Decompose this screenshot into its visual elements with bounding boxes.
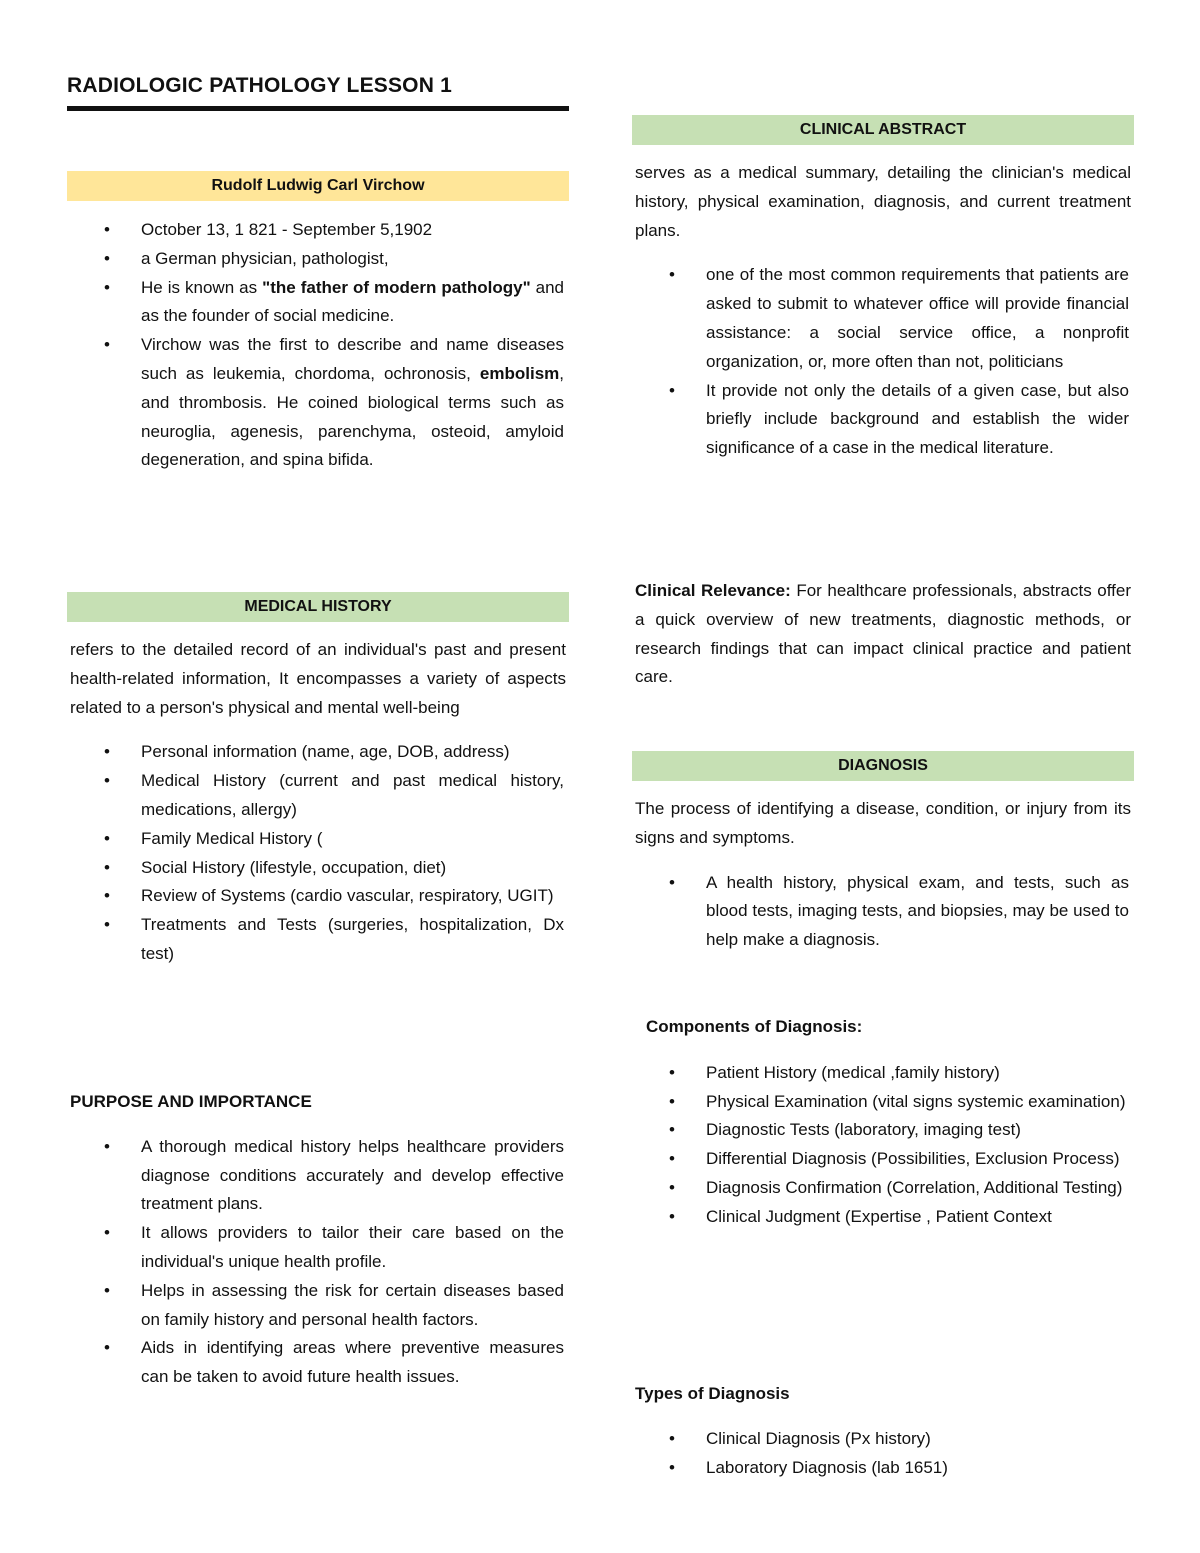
bullet-icon: • — [669, 1120, 675, 1140]
purpose-heading: PURPOSE AND IMPORTANCE — [70, 1092, 312, 1111]
medical-history-intro: refers to the detailed record of an individual's past and present health-related information, It encompasses a variety of aspects related to a person's physical and mental well-being — [70, 640, 566, 717]
bullet-icon: • — [104, 857, 110, 877]
virchow-list — [67, 216, 569, 475]
title-divider — [67, 106, 569, 111]
bullet-icon: • — [104, 1338, 110, 1358]
bullet-icon: • — [104, 248, 110, 268]
bullet-icon: • — [669, 872, 675, 892]
list-item: • Diagnostic Tests (laboratory, imaging test) — [632, 1116, 1134, 1145]
list-item: • Helps in assessing the risk for certain diseases based on family history and personal health factors. — [67, 1277, 569, 1335]
bullet-icon: • — [104, 828, 110, 848]
list-item: • Physical Examination (vital signs systemic examination) — [632, 1088, 1134, 1117]
bullet-icon: • — [669, 1428, 675, 1448]
list-item: • October 13, 1 821 - September 5,1902 — [67, 216, 569, 245]
bullet-icon: • — [669, 1149, 675, 1169]
bullet-icon: • — [104, 771, 110, 791]
list-item: • A thorough medical history helps healthcare providers diagnose conditions accurately and develop effective treatment plans. — [67, 1133, 569, 1219]
bullet-icon: • — [669, 1457, 675, 1477]
clinical-abstract-intro: serves as a medical summary, detailing the clinician's medical history, physical examination, diagnosis, and current treatment plans. — [635, 163, 1131, 240]
list-item: • Diagnosis Confirmation (Correlation, Additional Testing) — [632, 1174, 1134, 1203]
diagnosis-header: DIAGNOSIS — [632, 751, 1134, 781]
list-item: • a German physician, pathologist, — [67, 245, 569, 274]
list-item: • Social History (lifestyle, occupation, diet) — [67, 854, 569, 883]
bullet-icon: • — [104, 742, 110, 762]
list-item: • Medical History (current and past medical history, medications, allergy) — [67, 767, 569, 825]
clinical-abstract-header: CLINICAL ABSTRACT — [632, 115, 1134, 145]
components-heading: Components of Diagnosis: — [646, 1017, 863, 1036]
bullet-icon: • — [104, 1280, 110, 1300]
bullet-icon: • — [104, 277, 110, 297]
types-block — [632, 1380, 1134, 1482]
list-item: • Treatments and Tests (surgeries, hospitalization, Dx test) — [67, 911, 569, 969]
medical-history-list — [67, 738, 569, 968]
bullet-icon: • — [104, 220, 110, 239]
page-title: RADIOLOGIC PATHOLOGY LESSON 1 — [67, 74, 452, 97]
diagnosis-block — [632, 795, 1134, 955]
virchow-list-block — [67, 216, 569, 475]
list-item: • one of the most common requirements that patients are asked to submit to whatever office will provide financial assistance: a social service office, a nonprofit organization, or, more often than not, politicians — [632, 261, 1134, 376]
list-item: • Family Medical History ( — [67, 825, 569, 854]
diagnosis-list — [632, 869, 1134, 955]
list-item: • Clinical Judgment (Expertise , Patient Context — [632, 1203, 1134, 1232]
list-item: • A health history, physical exam, and tests, such as blood tests, imaging tests, and biopsies, may be used to help make a diagnosis. — [632, 869, 1134, 955]
bullet-icon: • — [669, 1091, 675, 1111]
bullet-icon: • — [669, 1062, 675, 1082]
clinical-relevance-label: Clinical Relevance: — [635, 581, 791, 600]
list-item: • Clinical Diagnosis (Px history) — [632, 1425, 1134, 1454]
bullet-icon: • — [104, 1223, 110, 1243]
list-item: • He is known as "the father of modern pathology" and as the founder of social medicine. — [67, 274, 569, 332]
list-item: • It allows providers to tailor their care based on the individual's unique health profile. — [67, 1219, 569, 1277]
list-item: • Virchow was the first to describe and name diseases such as leukemia, chordoma, ochronosis, embolism, and thrombosis. He coined biological terms such as neuroglia, agenesis, parenchyma, osteoid, amyloid degeneration, and spina bifida. — [67, 331, 569, 475]
bullet-icon: • — [104, 335, 110, 355]
clinical-abstract-list — [632, 261, 1134, 463]
virchow-header: Rudolf Ludwig Carl Virchow — [67, 171, 569, 201]
bullet-icon: • — [669, 265, 675, 285]
medical-history-block — [67, 636, 569, 969]
list-item: • Review of Systems (cardio vascular, respiratory, UGIT) — [67, 882, 569, 911]
bullet-icon: • — [669, 1177, 675, 1197]
clinical-abstract-block — [632, 159, 1134, 463]
list-item: • Differential Diagnosis (Possibilities, Exclusion Process) — [632, 1145, 1134, 1174]
clinical-relevance-block — [632, 577, 1134, 692]
types-heading: Types of Diagnosis — [635, 1384, 790, 1403]
clinical-relevance-paragraph: Clinical Relevance: For healthcare professionals, abstracts offer a quick overview of new treatments, diagnostic methods, or research findings that can impact clinical practice and patient care. — [635, 581, 1131, 687]
list-item: • Aids in identifying areas where preventive measures can be taken to avoid future health issues. — [67, 1334, 569, 1392]
components-list — [632, 1059, 1134, 1232]
list-item: • It provide not only the details of a given case, but also briefly include background and establish the wider significance of a case in the medical literature. — [632, 377, 1134, 463]
bullet-icon: • — [104, 886, 110, 906]
purpose-list — [67, 1133, 569, 1392]
list-item: • Laboratory Diagnosis (lab 1651) — [632, 1454, 1134, 1483]
purpose-block — [67, 1088, 569, 1392]
list-item: • Patient History (medical ,family history) — [632, 1059, 1134, 1088]
components-block — [632, 1013, 1134, 1232]
bullet-icon: • — [104, 915, 110, 935]
medical-history-header: MEDICAL HISTORY — [67, 592, 569, 622]
types-list — [632, 1425, 1134, 1483]
list-item: • Personal information (name, age, DOB, address) — [67, 738, 569, 767]
bullet-icon: • — [104, 1136, 110, 1156]
bullet-icon: • — [669, 380, 675, 400]
bullet-icon: • — [669, 1206, 675, 1226]
diagnosis-intro: The process of identifying a disease, condition, or injury from its signs and symptoms. — [635, 799, 1131, 847]
